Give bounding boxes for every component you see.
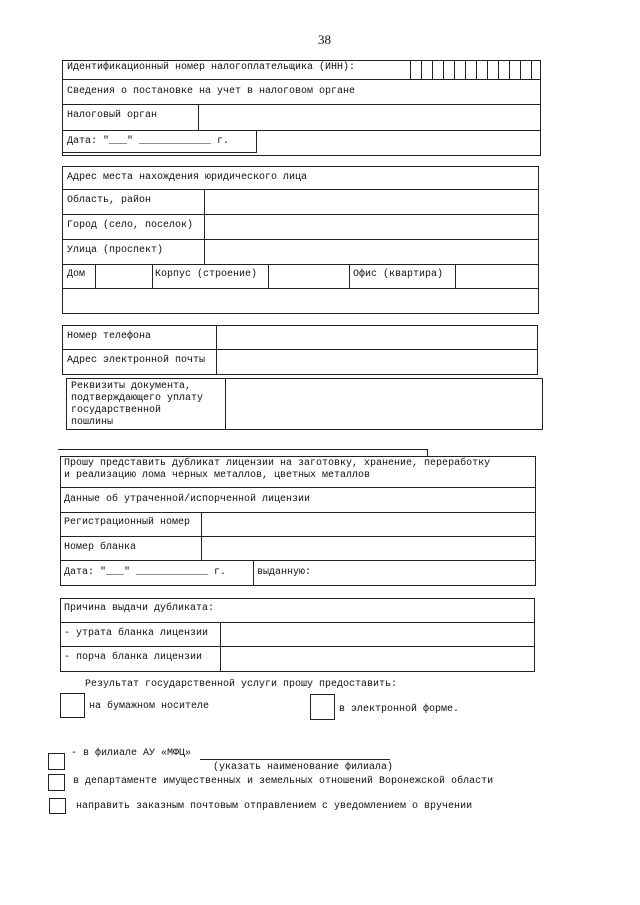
office-field[interactable] (456, 265, 538, 287)
form-number-field[interactable] (202, 537, 535, 560)
form-number-label: Номер бланка (64, 542, 137, 553)
inn-digit-box[interactable] (421, 60, 422, 79)
phone-label: Номер телефона (67, 331, 152, 342)
inn-digit-box[interactable] (509, 60, 510, 79)
paper-checkbox[interactable] (60, 693, 85, 718)
inn-digit-box[interactable] (520, 60, 521, 79)
reg-number-field[interactable] (202, 513, 535, 536)
electronic-label: в электронной форме. (339, 704, 460, 715)
fee-label: Реквизиты документа, подтверждающего уплату государственной пошлины (71, 381, 204, 428)
inn-digit-box[interactable] (443, 60, 444, 79)
mfc-label: - в филиале АУ «МФЦ» (71, 748, 192, 759)
building-label: Корпус (строение) (155, 269, 258, 280)
street-field[interactable] (205, 240, 538, 264)
inn-digit-box[interactable] (432, 60, 433, 79)
loss-field[interactable] (221, 623, 534, 646)
inn-digit-box[interactable] (410, 60, 411, 79)
inn-digit-box[interactable] (498, 60, 499, 79)
house-field[interactable] (96, 265, 151, 287)
issued-field[interactable] (320, 561, 535, 585)
address-heading: Адрес места нахождения юридического лица (67, 172, 308, 183)
result-heading: Результат государственной услуги прошу предоставить: (85, 679, 398, 690)
city-field[interactable] (205, 215, 538, 239)
registration-heading: Сведения о постановке на учет в налоговом органе (67, 86, 356, 97)
mail-checkbox[interactable] (49, 798, 66, 814)
lost-license-label: Данные об утраченной/испорченной лицензии (64, 494, 311, 505)
mfc-checkbox[interactable] (48, 753, 65, 770)
city-label: Город (село, поселок) (67, 220, 194, 231)
email-label: Адрес электронной почты (67, 355, 206, 366)
reason-heading: Причина выдачи дубликата: (64, 603, 215, 614)
house-label: Дом (67, 269, 86, 280)
office-label: Офис (квартира) (353, 269, 444, 280)
street-label: Улица (проспект) (67, 245, 164, 256)
inn-digit-box[interactable] (487, 60, 488, 79)
inn-digit-box[interactable] (476, 60, 477, 79)
building-field[interactable] (269, 265, 348, 287)
request-text: Прошу представить дубликат лицензии на заготовку, хранение, переработку и реализацию лома черных металлов, цветных металлов (64, 458, 491, 481)
region-field[interactable] (205, 190, 538, 214)
inn-digit-box[interactable] (454, 60, 455, 79)
inn-label: Идентификационный номер налогоплательщика (ИНН): (67, 62, 356, 73)
inn-digit-box[interactable] (465, 60, 466, 79)
email-field[interactable] (217, 350, 537, 374)
damage-field[interactable] (221, 647, 534, 671)
damage-label: - порча бланка лицензии (64, 652, 203, 663)
dept-label: в департаменте имущественных и земельных отношений Воронежской области (73, 776, 494, 787)
inn-digit-box[interactable] (531, 60, 532, 79)
phone-field[interactable] (217, 326, 537, 349)
mail-label: направить заказным почтовым отправлением с уведомлением о вручении (76, 801, 473, 812)
request-date-label[interactable]: Дата: "___" ____________ г. (64, 567, 227, 578)
paper-label: на бумажном носителе (89, 701, 210, 712)
reg-number-label: Регистрационный номер (64, 517, 191, 528)
address-extra-field[interactable] (63, 289, 538, 313)
mfc-branch-field[interactable] (200, 759, 390, 760)
tax-authority-field[interactable] (199, 105, 540, 129)
loss-label: - утрата бланка лицензии (64, 628, 209, 639)
page-number: 38 (318, 32, 331, 47)
fee-field[interactable] (226, 379, 542, 429)
electronic-checkbox[interactable] (310, 694, 335, 720)
region-label: Область, район (67, 195, 152, 206)
issued-label: выданную: (257, 567, 312, 578)
registration-date-label[interactable]: Дата: "___" ____________ г. (67, 136, 230, 147)
tax-authority-label: Налоговый орган (67, 110, 158, 121)
mfc-hint: (указать наименование филиала) (213, 762, 394, 773)
dept-checkbox[interactable] (48, 774, 65, 791)
